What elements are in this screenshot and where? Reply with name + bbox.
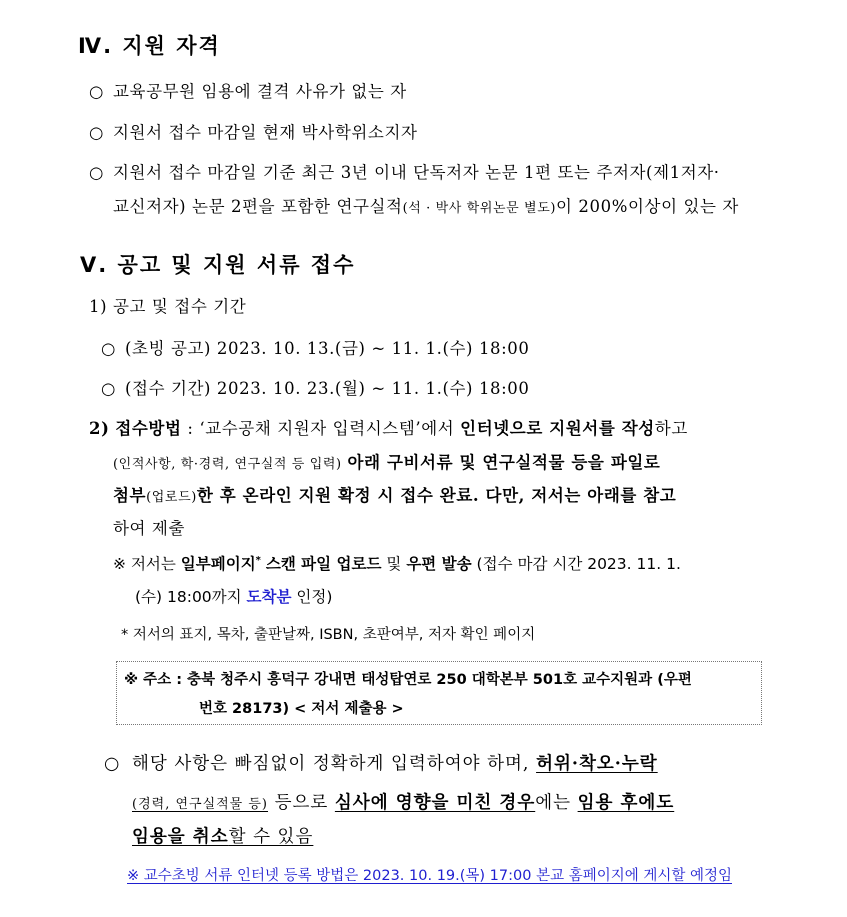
subsection-2-line3: 첨부(업로드)한 후 온라인 지원 확정 시 접수 완료. 다만, 저서는 아래를 참고 <box>113 486 677 505</box>
warning-line2: (경력, 연구실적물 등) 등으로 심사에 영향을 미친 경우에는 임용 후에도 <box>132 793 675 813</box>
eligibility-item-3: ○ 지원서 접수 마감일 기준 최근 3년 이내 단독저자 논문 1편 또는 주저자(제1저자· <box>89 163 720 182</box>
subsection-1-title: 1) 공고 및 접수 기간 <box>89 297 247 316</box>
section-4-title: Ⅳ. 지원 자격 <box>78 34 221 58</box>
eligibility-item-1: ○ 교육공무원 임용에 결격 사유가 없는 자 <box>89 82 407 101</box>
bullet-circle-icon: ○ <box>101 339 116 358</box>
book-footnote: * 저서의 표지, 목차, 출판날짜, ISBN, 초판여부, 저자 확인 페이지 <box>121 627 536 643</box>
address-line2: 번호 28173) < 저서 제출용 > <box>199 701 404 717</box>
bullet-circle-icon: ○ <box>101 379 116 398</box>
subsection-2-line4: 하여 제출 <box>113 519 186 538</box>
registration-notice: ※ 교수초빙 서류 인터넷 등록 방법은 2023. 10. 19.(목) 17:00 본교 홈페이지에 게시할 예정임 <box>127 868 732 884</box>
subsection-2-line2: (인적사항, 학·경력, 연구실적 등 입력) 아래 구비서류 및 연구실적물 등을 파일로 <box>113 453 661 472</box>
arrival-highlight: 도착분 <box>246 588 292 606</box>
bullet-circle-icon: ○ <box>89 163 104 182</box>
method-label: 접수방법 <box>115 419 182 438</box>
warning-line3: 임용을 취소할 수 있음 <box>132 827 314 847</box>
schedule-item-1: ○ (초빙 공고) 2023. 10. 13.(금) ~ 11. 1.(수) 18:00 <box>101 339 530 358</box>
warning-line1: ○ 해당 사항은 빠짐없이 정확하게 입력하여야 하며, 허위·착오·누락 <box>104 754 658 774</box>
eligibility-item-2: ○ 지원서 접수 마감일 현재 박사학위소지자 <box>89 123 418 142</box>
subsection-2-line1: 2) 접수방법 : ‘교수공채 지원자 입력시스템’에서 인터넷으로 지원서를 작성하고 <box>89 419 688 438</box>
bullet-circle-icon: ○ <box>104 754 121 774</box>
schedule-item-2: ○ (접수 기간) 2023. 10. 23.(월) ~ 11. 1.(수) 18:00 <box>101 379 530 398</box>
address-line1: ※ 주소 : 충북 청주시 흥덕구 강내면 태성탑연로 250 대학본부 501호 교수지원과 (우편 <box>124 672 692 688</box>
book-note-line1: ※ 저서는 일부페이지* 스캔 파일 업로드 및 우편 발송 (접수 마감 시간 2023. 11. 1. <box>113 554 681 573</box>
eligibility-item-3-line2: 교신저자) 논문 2편을 포함한 연구실적(석 · 박사 학위논문 별도)이 200%이상이 있는 자 <box>113 197 739 216</box>
section-5-title: Ⅴ. 공고 및 지원 서류 접수 <box>80 253 356 277</box>
book-note-line2: (수) 18:00까지 도착분 인정) <box>135 588 333 606</box>
bullet-circle-icon: ○ <box>89 82 104 101</box>
bullet-circle-icon: ○ <box>89 123 104 142</box>
